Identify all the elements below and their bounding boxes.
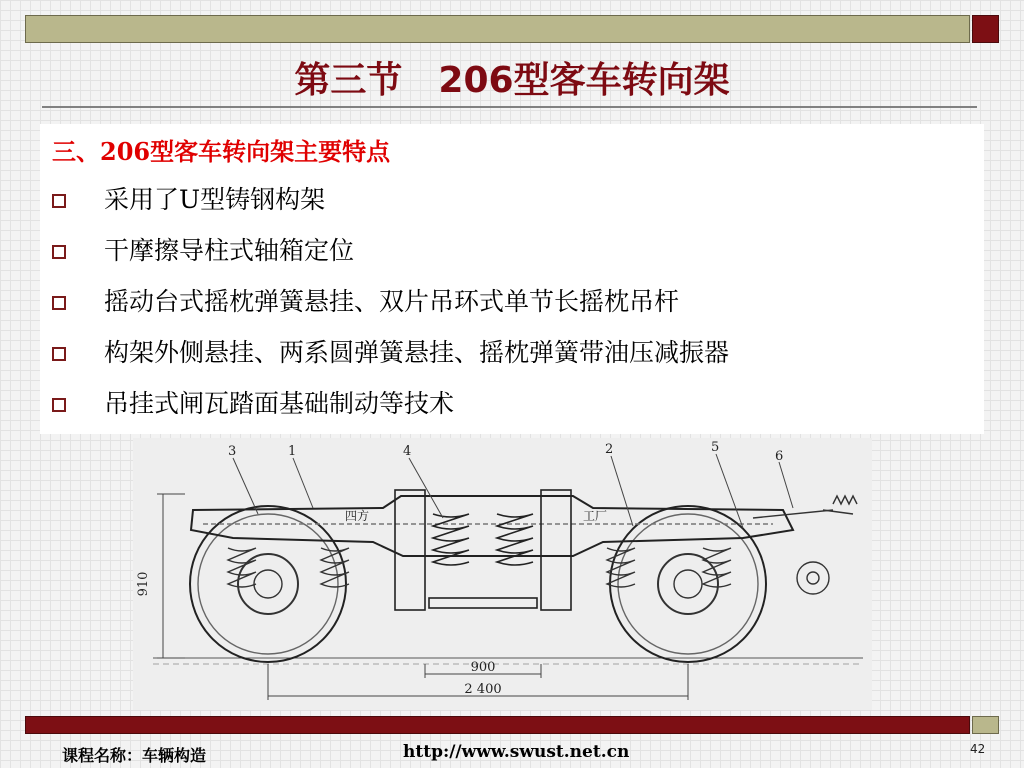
- callout-4: 4: [403, 444, 412, 459]
- page-number: 42: [970, 742, 986, 756]
- bogie-drawing: [133, 438, 872, 710]
- bullet-text: 吊挂式闸瓦踏面基础制动等技术: [104, 389, 455, 418]
- top-decor-square: [972, 15, 999, 43]
- callout-3: 3: [228, 444, 237, 459]
- square-bullet-icon: [52, 398, 66, 412]
- top-decor-bar: [25, 15, 970, 43]
- square-bullet-icon: [52, 347, 66, 361]
- dimension-900: 900: [470, 660, 496, 675]
- callout-2: 2: [605, 442, 614, 457]
- label-gongchang: 工厂: [583, 509, 608, 523]
- title-rule: [42, 106, 977, 108]
- bullet-text: 构架外侧悬挂、两系圆弹簧悬挂、摇枕弹簧带油压减振器: [104, 338, 730, 367]
- slide-title: 第三节 206型客车转向架: [294, 60, 730, 101]
- square-bullet-icon: [52, 194, 66, 208]
- bolster-springs: [395, 490, 571, 610]
- footer-course-name: 课程名称：车辆构造: [62, 746, 207, 765]
- height-dimension: [157, 494, 185, 658]
- square-bullet-icon: [52, 296, 66, 310]
- bogie-frame: [191, 496, 793, 556]
- bullet-text: 摇动台式摇枕弹簧悬挂、双片吊环式单节长摇枕吊杆: [104, 287, 680, 316]
- bottom-decor-bar: [25, 716, 970, 734]
- footer-url[interactable]: http://www.swust.net.cn: [403, 742, 630, 762]
- bogie-side-view: [133, 438, 872, 710]
- label-sifang: 四方: [345, 509, 370, 523]
- callout-6: 6: [775, 449, 784, 464]
- square-bullet-icon: [52, 245, 66, 259]
- callout-1: 1: [288, 444, 297, 459]
- callout-5: 5: [711, 440, 720, 455]
- bullet-text: 采用了U型铸钢构架: [104, 185, 326, 214]
- dimension-2400: 2 400: [464, 682, 502, 697]
- dimension-910: 910: [136, 571, 151, 597]
- bottom-decor-square: [972, 716, 999, 734]
- bullet-text: 干摩擦导柱式轴箱定位: [104, 236, 355, 265]
- section-heading: 三、206型客车转向架主要特点: [52, 137, 391, 166]
